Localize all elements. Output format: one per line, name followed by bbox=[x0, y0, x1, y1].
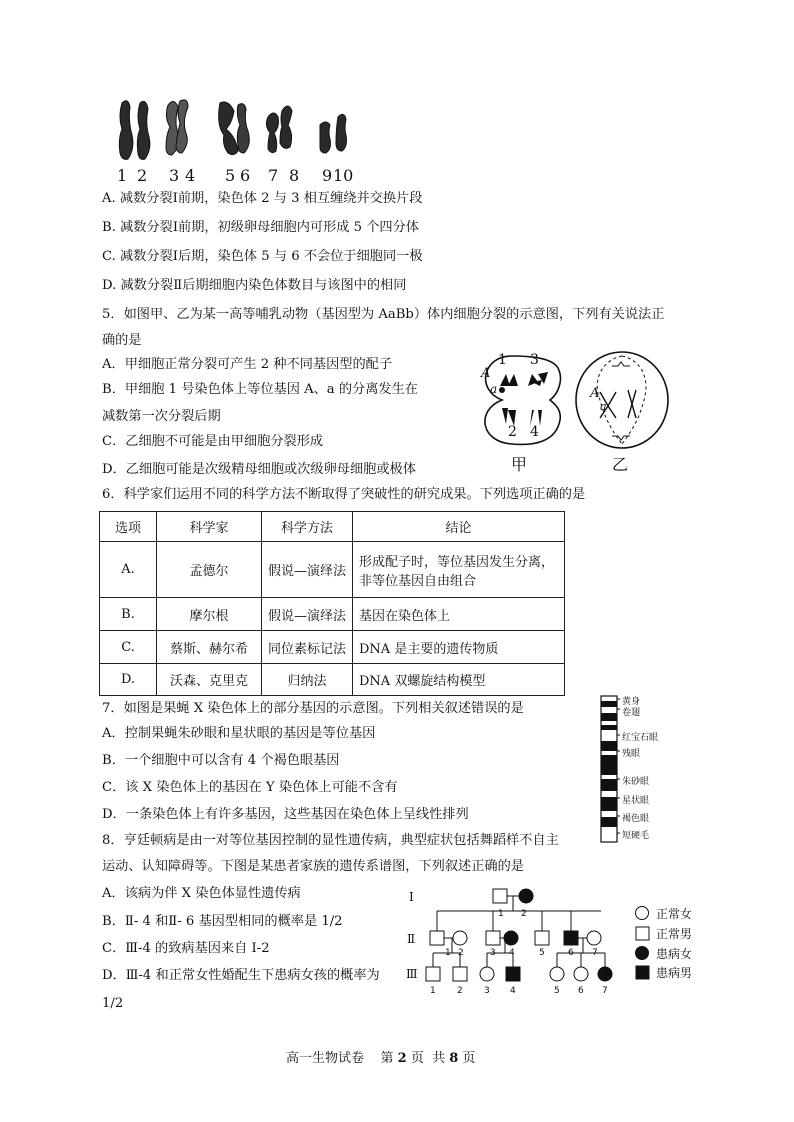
gene-label: 卷翅 bbox=[622, 708, 641, 718]
svg-text:6: 6 bbox=[568, 948, 574, 958]
cell-method: 假说—演绎法 bbox=[262, 598, 353, 631]
q8-stem-cont: 运动、认知障碍等。下图是某患者家族的遗传系谱图，下列叙述正确的是 bbox=[102, 859, 524, 874]
cell-option: A. bbox=[100, 542, 157, 598]
svg-text:4: 4 bbox=[510, 986, 516, 995]
cell-conclusion: DNA 双螺旋结构模型 bbox=[353, 664, 565, 696]
svg-text:5: 5 bbox=[539, 948, 545, 958]
legend-affected-male: 患病男 bbox=[656, 966, 693, 980]
legend-normal-male: 正常男 bbox=[656, 927, 693, 941]
karyotype-figure bbox=[110, 95, 360, 165]
q8-option-d: D．Ⅲ-4 和正常女性婚配生下患病女孩的概率为 bbox=[102, 968, 380, 983]
table-header: 选项 bbox=[100, 512, 157, 542]
karyotype-label-10: 10 bbox=[333, 166, 354, 185]
q8-option-d-cont: 1/2 bbox=[102, 996, 124, 1011]
karyotype-label-3: 3 bbox=[169, 166, 180, 185]
cell-label-A: A bbox=[481, 366, 491, 381]
gene-label: 黄身 bbox=[622, 697, 641, 707]
cell-scientist: 沃森、克里克 bbox=[157, 664, 262, 696]
yi-label-a: a bbox=[600, 400, 607, 413]
gene-label: 残眼 bbox=[622, 749, 641, 759]
table-row bbox=[100, 664, 565, 696]
cell-conclusion bbox=[353, 542, 565, 598]
svg-text:7: 7 bbox=[592, 948, 598, 958]
q8-option-a: A．该病为伴 X 染色体显性遗传病 bbox=[102, 886, 301, 901]
cell-option: D. bbox=[100, 664, 157, 696]
footer-suffix: 页 bbox=[458, 1051, 476, 1066]
q7-stem: 7．如图是果蝇 X 染色体上的部分基因的示意图。下列相关叙述错误的是 bbox=[102, 701, 524, 716]
cell-label-3: 3 bbox=[530, 352, 539, 368]
q5-stem-cont: 确的是 bbox=[102, 333, 142, 348]
q8-stem: 8．亨廷顿病是由一对等位基因控制的显性遗传病，典型症状包括舞蹈样不自主 bbox=[102, 833, 559, 848]
conclusion-line-2: 非等位基因自由组合 bbox=[359, 573, 477, 589]
generation-label-2: Ⅱ bbox=[407, 932, 416, 946]
karyotype-label-2: 2 bbox=[137, 166, 148, 185]
x-chromosome-figure bbox=[600, 695, 620, 845]
karyotype-label-9: 9 bbox=[322, 166, 333, 185]
footer-prefix: 高一生物试卷 第 bbox=[286, 1051, 398, 1066]
cell-jia-label: 甲 bbox=[511, 455, 528, 474]
svg-text:1: 1 bbox=[498, 909, 504, 919]
svg-text:7: 7 bbox=[602, 986, 608, 995]
gene-label: 朱砂眼 bbox=[622, 777, 650, 787]
q7-option-a: A．控制果蝇朱砂眼和星状眼的基因是等位基因 bbox=[102, 726, 376, 741]
table-header: 结论 bbox=[353, 512, 565, 542]
q7-option-d: D．一条染色体上有许多基因，这些基因在染色体上呈线性排列 bbox=[102, 807, 469, 822]
q4-option-a: A. 减数分裂Ⅰ前期，染色体 2 与 3 相互缠绕并交换片段 bbox=[102, 191, 423, 206]
cell-method: 假说—演绎法 bbox=[262, 542, 353, 598]
gene-label: 红宝石眼 bbox=[622, 733, 659, 743]
gene-label: 褐色眼 bbox=[622, 814, 650, 824]
footer-page: 2 bbox=[397, 1051, 407, 1066]
cell-yi-label: 乙 bbox=[612, 455, 629, 474]
cell-conclusion: DNA 是主要的遗传物质 bbox=[353, 631, 565, 664]
table-row bbox=[100, 598, 565, 631]
svg-text:5: 5 bbox=[554, 986, 560, 995]
cell-label-2: 2 bbox=[508, 424, 517, 440]
table-row bbox=[100, 542, 565, 598]
legend-affected-female: 患病女 bbox=[656, 947, 693, 961]
cell-label-1: 1 bbox=[498, 352, 507, 368]
cell-scientist: 蔡斯、赫尔希 bbox=[157, 631, 262, 664]
svg-text:1: 1 bbox=[430, 986, 436, 995]
svg-text:2: 2 bbox=[458, 948, 464, 958]
cell-conclusion: 基因在染色体上 bbox=[353, 598, 565, 631]
svg-text:2: 2 bbox=[521, 909, 527, 919]
q5-option-b: B．甲细胞 1 号染色体上等位基因 A、a 的分离发生在 bbox=[102, 382, 418, 397]
karyotype-label-4: 4 bbox=[185, 166, 196, 185]
q6-stem: 6．科学家们运用不同的科学方法不断取得了突破性的研究成果。下列选项正确的是 bbox=[102, 487, 586, 502]
svg-text:2: 2 bbox=[457, 986, 463, 995]
karyotype-label-5: 5 bbox=[225, 166, 236, 185]
generation-label-1: Ⅰ bbox=[409, 890, 414, 904]
yi-label-A: A bbox=[590, 386, 600, 401]
svg-text:1: 1 bbox=[445, 948, 451, 958]
svg-text:6: 6 bbox=[578, 986, 584, 995]
cell-option: B. bbox=[100, 598, 157, 631]
svg-text:3: 3 bbox=[490, 948, 496, 958]
table-row bbox=[100, 631, 565, 664]
footer-total: 8 bbox=[449, 1051, 459, 1066]
cell-label-4: 4 bbox=[530, 424, 539, 440]
svg-text:3: 3 bbox=[484, 986, 490, 995]
cell-method: 归纳法 bbox=[262, 664, 353, 696]
q4-option-d: D. 减数分裂Ⅱ后期细胞内染色体数目与该图中的相同 bbox=[102, 278, 407, 293]
q5-option-a: A．甲细胞正常分裂可产生 2 种不同基因型的配子 bbox=[102, 357, 393, 372]
svg-text:4: 4 bbox=[509, 948, 515, 958]
pedigree-chart bbox=[405, 885, 630, 995]
cell-option: C. bbox=[100, 631, 157, 664]
karyotype-label-1: 1 bbox=[117, 166, 128, 185]
q7-option-c: C．该 X 染色体上的基因在 Y 染色体上可能不含有 bbox=[102, 780, 398, 795]
karyotype-label-6: 6 bbox=[240, 166, 251, 185]
q5-option-d: D．乙细胞可能是次级精母细胞或次级卵母细胞或极体 bbox=[102, 462, 416, 477]
cell-scientist: 摩尔根 bbox=[157, 598, 262, 631]
gene-label: 短硬毛 bbox=[622, 831, 650, 841]
q7-option-b: B．一个细胞中可以含有 4 个褐色眼基因 bbox=[102, 753, 340, 768]
cell-label-a: a bbox=[490, 382, 498, 396]
karyotype-label-7: 7 bbox=[268, 166, 279, 185]
cell-scientist: 孟德尔 bbox=[157, 542, 262, 598]
q5-stem: 5．如图甲、乙为某一高等哺乳动物（基因型为 AaBb）体内细胞分裂的示意图，下列有关说法正 bbox=[102, 307, 665, 322]
q8-option-b: B．Ⅱ- 4 和Ⅱ- 6 基因型相同的概率是 1/2 bbox=[102, 914, 343, 929]
q4-option-c: C. 减数分裂Ⅰ后期，染色体 5 与 6 不会位于细胞同一极 bbox=[102, 249, 423, 264]
legend-normal-female: 正常女 bbox=[656, 907, 693, 921]
q4-option-b: B. 减数分裂Ⅰ前期，初级卵母细胞内可形成 5 个四分体 bbox=[102, 220, 419, 235]
conclusion-line-1: 形成配子时，等位基因发生分离， bbox=[359, 554, 555, 570]
gene-label: 星状眼 bbox=[622, 796, 650, 806]
page-footer bbox=[286, 1050, 475, 1068]
table-header: 科学家 bbox=[157, 512, 262, 542]
science-table bbox=[99, 511, 565, 696]
generation-label-3: Ⅲ bbox=[406, 967, 418, 981]
karyotype-label-8: 8 bbox=[289, 166, 300, 185]
cell-division-figure bbox=[472, 350, 672, 475]
cell-method: 同位素标记法 bbox=[262, 631, 353, 664]
q5-option-b-cont: 减数第一次分裂后期 bbox=[102, 409, 221, 424]
q5-option-c: C．乙细胞不可能是由甲细胞分裂形成 bbox=[102, 434, 324, 449]
footer-mid: 页 共 bbox=[406, 1051, 450, 1066]
pedigree-legend-symbols bbox=[634, 905, 652, 981]
q8-option-c: C．Ⅲ-4 的致病基因来自 I-2 bbox=[102, 941, 270, 956]
table-header: 科学方法 bbox=[262, 512, 353, 542]
